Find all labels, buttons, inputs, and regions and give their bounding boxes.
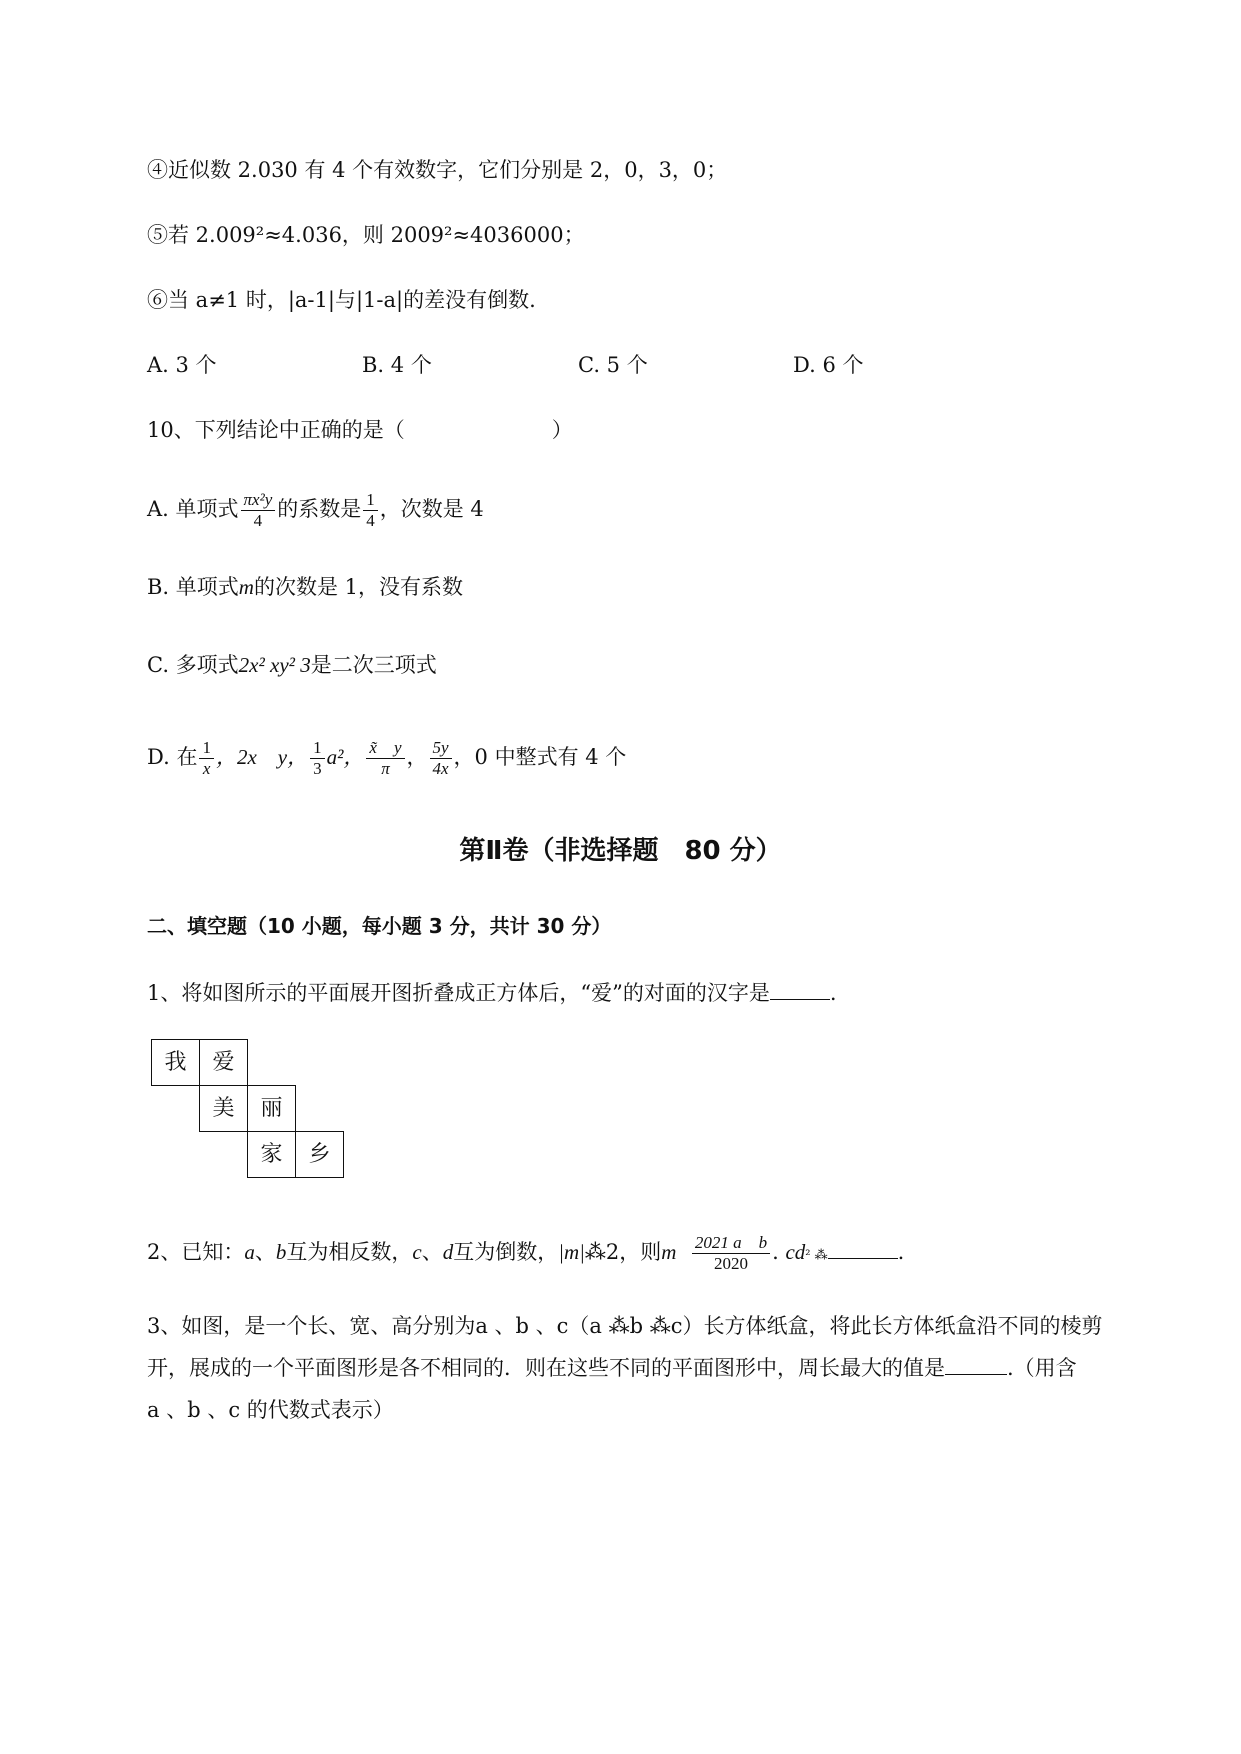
item-6: ⑥当 a≠1 时，|a-1|与|1-a|的差没有倒数.: [147, 288, 536, 312]
q10-d-frac1: [199, 738, 214, 779]
q10-a-fraction2: [363, 490, 378, 531]
q10-option-b: [147, 572, 463, 602]
q2-var-c: c: [412, 1240, 422, 1264]
q2-var-m: m: [661, 1240, 677, 1264]
q10-option-c: [147, 650, 437, 680]
q3-line2: [147, 1347, 1157, 1389]
q2-abs-m: |m|: [558, 1240, 585, 1264]
net-cell-mei: 美: [199, 1085, 248, 1132]
q1-answer-blank[interactable]: [770, 979, 830, 1000]
q10-d-t3: a²，: [326, 745, 365, 769]
q2-var-d: d: [442, 1240, 454, 1264]
q3-answer-blank[interactable]: [945, 1354, 1007, 1375]
q3-text: [147, 1305, 1157, 1431]
q9-option-b: B. 4 个: [362, 353, 432, 377]
q3-line2-end: .（用含: [1007, 1356, 1077, 1380]
q10-d-f5-den: 4x: [432, 759, 449, 778]
section-fill-blank: 二、填空题（10 小题，每小题 3 分，共计 30 分）: [147, 914, 612, 938]
q10-a-fraction: [241, 490, 276, 531]
q10-a-mid: 的系数是: [277, 497, 362, 521]
q2-sep1: 、: [254, 1240, 276, 1264]
q10-a-prefix: A. 单项式: [147, 497, 239, 521]
q10-option-d: [147, 738, 626, 779]
q10-a-frac-num: πx²y: [241, 490, 276, 511]
q2-cd: cd: [785, 1240, 806, 1264]
q3-line1: 3、如图，是一个长、宽、高分别为a 、b 、c（a ⁂b ⁂c）长方体纸盒，将此长方体纸盒沿不同的棱剪: [147, 1314, 1103, 1338]
item-5: ⑤若 2.009²≈4.036，则 2009²≈4036000；: [147, 223, 585, 247]
q10-d-frac4: [366, 738, 404, 779]
q1-end: .: [829, 981, 837, 1005]
net-cell-wo: 我: [151, 1039, 200, 1086]
q2-t4: .: [772, 1240, 779, 1264]
q10-d-f4-num: x̃ y: [366, 738, 404, 759]
q3-line3: a 、b 、c 的代数式表示）: [147, 1398, 394, 1422]
q10-d-f3-den: 3: [313, 759, 322, 778]
q10-d-f3-num: 1: [310, 738, 325, 759]
q2-prefix: 2、已知：: [147, 1240, 245, 1264]
net-cell-xiang: 乡: [295, 1131, 344, 1178]
q10-b-prefix: B. 单项式: [147, 575, 239, 599]
q2-var-b: b: [275, 1240, 287, 1264]
q2-answer-blank[interactable]: [828, 1238, 898, 1259]
q2-t2: 互为倒数，: [453, 1240, 559, 1264]
q10-d-prefix: D. 在: [147, 745, 198, 769]
q10-c-expr: 2x² xy² 3: [238, 653, 311, 677]
q10-d-f1-num: 1: [199, 738, 214, 759]
q10-stem: 10、下列结论中正确的是（ ）: [147, 418, 573, 442]
q10-d-post: ，0 中整式有 4 个: [453, 745, 627, 769]
q2-t3: ⁂2，则: [584, 1240, 662, 1264]
q2-t1: 互为相反数，: [286, 1240, 413, 1264]
q10-d-f5-num: 5y: [430, 738, 452, 759]
net-cell-ai: 爱: [199, 1039, 248, 1086]
q10-a-frac-den: 4: [253, 511, 263, 530]
net-cell-li: 丽: [247, 1085, 296, 1132]
q2-t5: ² ⁂: [805, 1248, 828, 1263]
net-cell-jia: 家: [247, 1131, 296, 1178]
q10-d-frac3: [310, 738, 325, 779]
q10-c-post: 是二次三项式: [310, 653, 437, 677]
q2-var-a: a: [244, 1240, 255, 1264]
q10-d-f4-den: π: [381, 759, 390, 778]
q1-text: [147, 978, 837, 1008]
q10-a-frac2-den: 4: [366, 511, 375, 530]
q9-option-a: A. 3 个: [147, 353, 217, 377]
q10-b-post: 的次数是 1，没有系数: [253, 575, 464, 599]
q9-option-c: C. 5 个: [578, 353, 648, 377]
q3-line2-text: 开，展成的一个平面图形是各不相同的．则在这些不同的平面图形中，周长最大的值是: [147, 1356, 945, 1380]
q2-end: .: [897, 1240, 905, 1264]
item-4: ④近似数 2.030 有 4 个有效数字，它们分别是 2，0，3，0；: [147, 158, 728, 182]
q10-a-frac2-num: 1: [363, 490, 378, 511]
q2-frac-den: 2020: [713, 1254, 748, 1273]
q10-option-a: [147, 490, 484, 531]
q10-d-frac5: [430, 738, 452, 779]
q10-d-t2: ，2x y，: [215, 745, 309, 769]
q2-frac-num: 2021 a b: [692, 1233, 770, 1254]
q10-c-prefix: C. 多项式: [147, 653, 239, 677]
q10-d-t4: ，: [406, 745, 428, 769]
part2-heading: 第Ⅱ卷（非选择题 80 分）: [459, 836, 782, 866]
q2-fraction: [692, 1233, 770, 1274]
q10-d-f1-den: x: [202, 759, 211, 778]
q2-text: [147, 1233, 904, 1274]
q10-a-post: ，次数是 4: [379, 497, 484, 521]
q10-b-var: m: [238, 575, 254, 599]
q9-option-d: D. 6 个: [793, 353, 864, 377]
q1-stem: 1、将如图所示的平面展开图折叠成正方体后，“爱”的对面的汉字是: [147, 981, 770, 1005]
q2-sep2: 、: [421, 1240, 443, 1264]
